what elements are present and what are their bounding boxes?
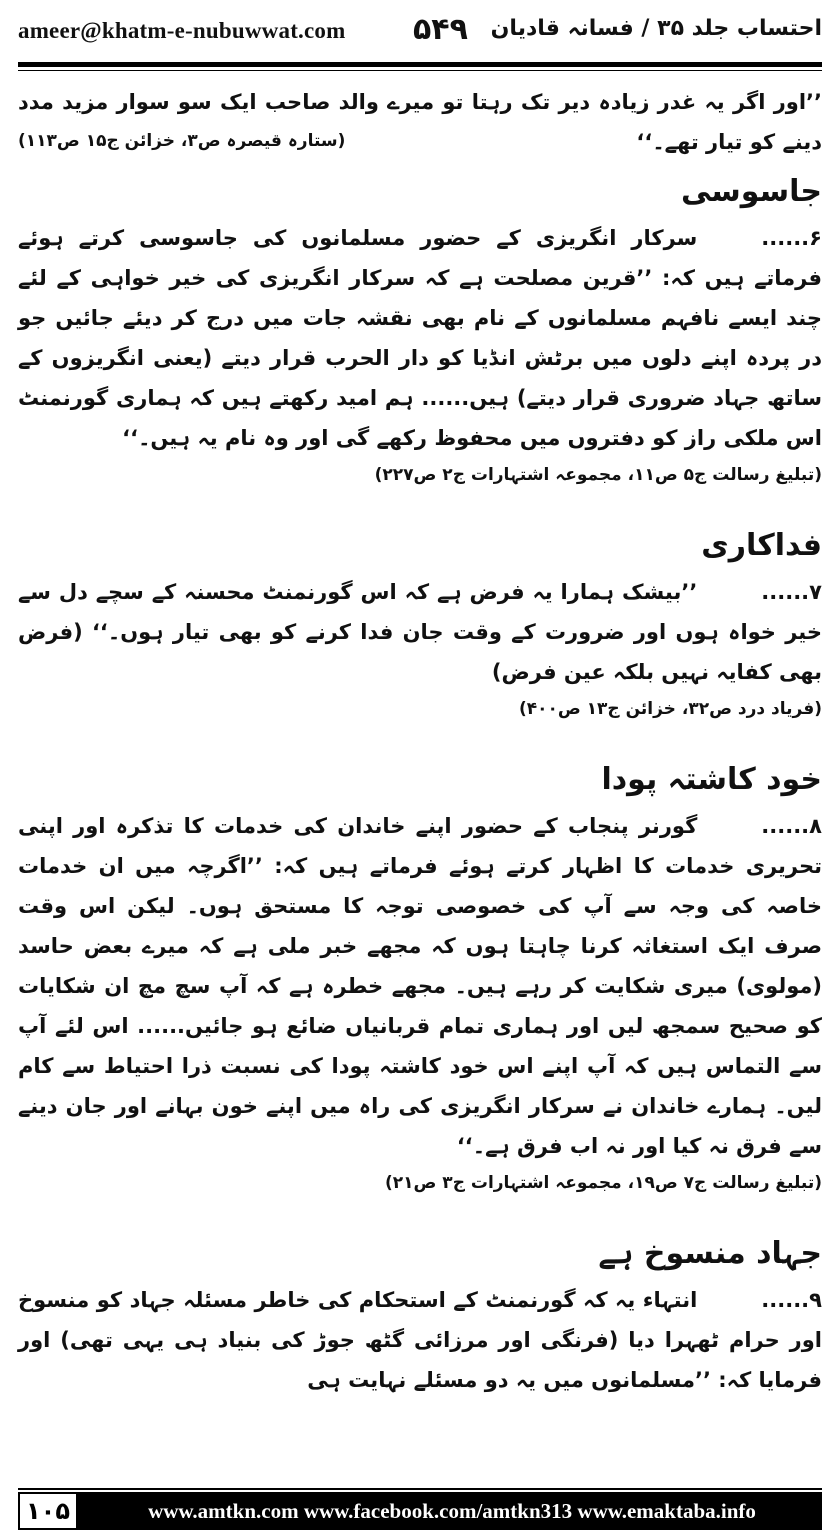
header-rule-thin [18,70,822,71]
footer-page-number: ۱۰۵ [18,1492,78,1530]
header-rule-thick [18,62,822,67]
paragraph-8 [18,806,822,1166]
paragraph-text: انتہاء یہ کہ گورنمنٹ کے استحکام کی خاطر مسئلہ جہاد کو منسوخ اور حرام ٹھہرا دیا (فرنگی اور مرزائی گٹھ جوڑ کی بنیاد ہی یہی تھی) اور فرمایا کہ: ’’مسلمانوں میں یہ دو مسئلے نہایت ہی [18,1288,822,1392]
header-page-number: ۵۴۹ [413,12,468,47]
paragraph-7 [18,572,822,692]
page-header [18,14,822,62]
section-heading-jasoosi: جاسوسی [680,174,822,209]
reference-line [18,458,822,492]
reference-text: (فریاد درد ص۳۲، خزائن ج۱۳ ص۴۰۰) [518,699,822,719]
footer-rule [18,1488,822,1490]
reference-line [18,692,822,726]
reference-line [18,1166,822,1200]
paragraph-9 [18,1280,822,1400]
reference-text: (ستارہ قیصرہ ص۳، خزائن ج۱۵ ص۱۱۳) [18,131,346,151]
paragraph-number: ۷...... [761,580,822,604]
paragraph-number: ۶...... [761,226,822,250]
paragraph-text: ’’بیشک ہمارا یہ فرض ہے کہ اس گورنمنٹ محسنہ کے سچے دل سے خیر خواہ ہوں اور ضرورت کے وقت جان فدا کرنے کو بھی تیار ہوں۔‘‘ (فرض بھی کفایہ نہیں بلکہ عین فرض) [18,580,822,684]
section-heading-khud-kashta-pauda: خود کاشتہ پودا [601,762,822,797]
header-book-title: احتساب جلد ۳۵ / فسانہ قادیان [490,16,822,41]
page-body [18,82,822,1400]
paragraph-text: سرکار انگریزی کے حضور مسلمانوں کی جاسوسی کرتے ہوئے فرماتے ہیں کہ: ’’قرین مصلحت ہے کہ سرکار انگریزی کی خیر خواہی کے لئے چند ایسے نافہم مسلمانوں کے نام بھی نقشہ جات میں درج کر دیئے جائیں جو در پردہ اپنے دلوں میں برٹش انڈیا کو دار الحرب قرار دیتے (یعنی انگریزوں کے ساتھ جہاد ضروری قرار دیتے) ہیں...... ہم امید رکھتے ہیں کہ ہماری گورنمنٹ اس ملکی راز کو دفتروں میں محفوظ رکھے گی اور وہ نام یہ ہیں۔‘‘ [18,226,822,450]
section-heading-fidakari: فداکاری [701,528,822,563]
paragraph-text: گورنر پنجاب کے حضور اپنے خاندان کی خدمات کا تذکرہ اور اپنی تحریری خدمات کا اظہار کرتے ہوئے فرماتے ہیں کہ: ’’اگرچہ میں ان خدمات خاصہ کی وجہ سے آپ کی خصوصی توجہ کا مستحق ہوں۔ لیکن اس وقت صرف ایک استغاثہ کرنا چاہتا ہوں کہ مجھے خبر ملی ہے کہ میرے بعض حاسد (مولوی) میری شکایت کر رہے ہیں۔ مجھے خطرہ ہے کہ آپ سچ مچ ان شکایات کو صحیح سمجھ لیں اور ہماری تمام قربانیاں ضائع ہو جائیں...... اس لئے آپ سے التماس ہیں کہ آپ اپنے اس خود کاشتہ پودا کی نسبت ذرا احتیاط سے کام لیں۔ ہمارے خاندان نے سرکار انگریزی کی راہ میں اپنے خون بہانے اور جان دینے سے فرق نہ کیا اور نہ اب فرق ہے۔‘‘ [18,814,822,1158]
reference-text: (تبلیغ رسالت ج۵ ص۱۱، مجموعہ اشتہارات ج۲ ص۲۲۷) [374,465,822,485]
page-footer [18,1492,822,1530]
paragraph-number: ۹...... [761,1288,822,1312]
footer-website-links[interactable]: www.amtkn.com www.facebook.com/amtkn313 www.emaktaba.info [148,1499,756,1523]
section-heading-jihad-mansookh: جہاد منسوخ ہے [598,1236,822,1271]
paragraph-6 [18,218,822,458]
paragraph-text: ’’اور اگر یہ غدر زیادہ دیر تک رہتا تو میرے والد صاحب ایک سو سوار مزید مدد دینے کو تیار تھے۔‘‘ [18,90,822,154]
header-email[interactable]: ameer@khatm-e-nubuwwat.com [18,18,346,43]
paragraph-number: ۸...... [761,814,822,838]
reference-text: (تبلیغ رسالت ج۷ ص۱۹، مجموعہ اشتہارات ج۳ ص۲۱) [384,1173,822,1193]
